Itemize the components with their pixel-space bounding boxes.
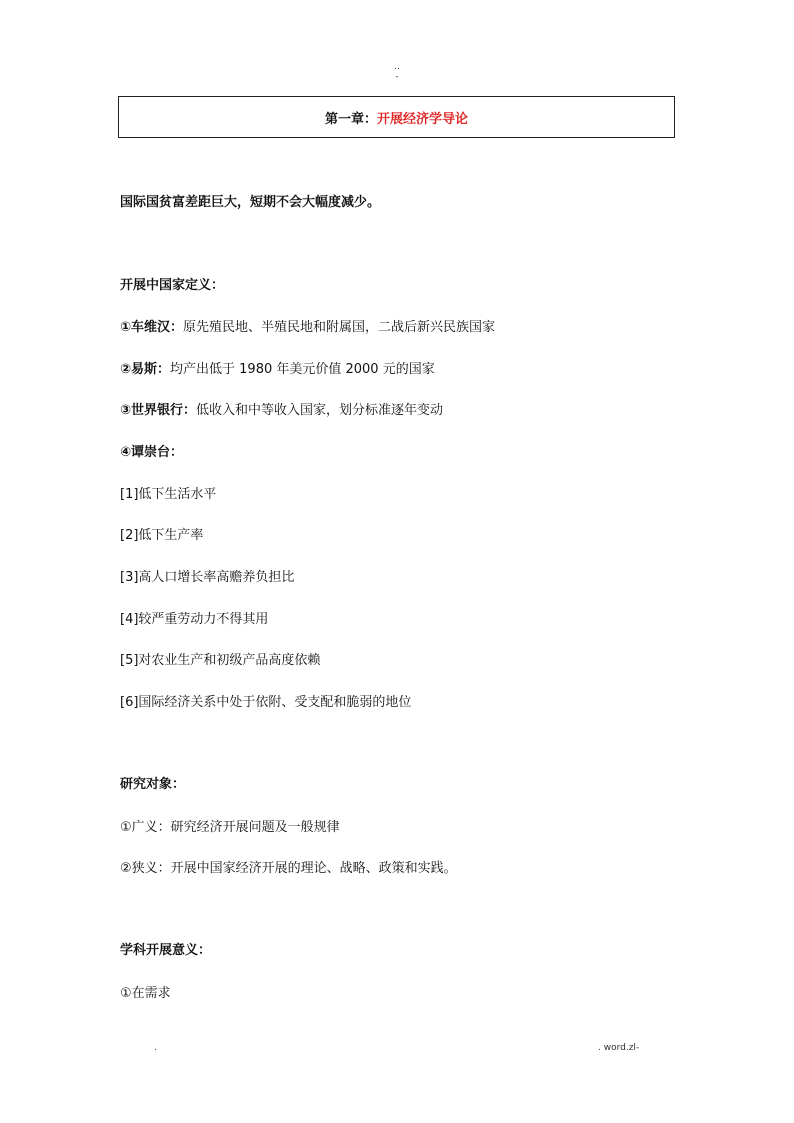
list-item-6: [6]国际经济关系中处于依附、受支配和脆弱的地位 (120, 695, 412, 710)
footer-right-mark: . word.zl- (598, 1043, 640, 1053)
intro-sentence: 国际国贫富差距巨大，短期不会大幅度减少。 (120, 195, 381, 210)
header-mark-top: .. (394, 62, 400, 72)
definition-1-text: 原先殖民地、半殖民地和附属国，二战后新兴民族国家 (183, 320, 496, 335)
list-item-1: [1]低下生活水平 (120, 487, 217, 502)
definition-2-text: 均产出低于 1980 年美元价值 2000 元的国家 (170, 362, 435, 377)
definition-heading: 开展中国家定义： (120, 278, 225, 293)
significance-item-1: ①在需求 (120, 986, 171, 1001)
chapter-title-box (118, 96, 675, 138)
list-item-4: [4]较严重劳动力不得其用 (120, 612, 269, 627)
list-item-5: [5]对农业生产和初级产品高度依赖 (120, 653, 321, 668)
chapter-title-highlight: 开展经济学导论 (377, 111, 469, 127)
list-item-3: [3]高人口增长率高赡养负担比 (120, 570, 295, 585)
header-mark-bottom: - (395, 72, 399, 82)
list-item-2: [2]低下生产率 (120, 528, 204, 543)
definition-2-source: ②易斯： (120, 362, 171, 377)
footer-left-mark: . (154, 1043, 157, 1053)
research-object-broad: ①广义：研究经济开展问题及一般规律 (120, 820, 340, 835)
definition-1-source: ①车维汉： (120, 320, 184, 335)
research-object-heading: 研究对象： (120, 777, 186, 792)
definition-3-text: 低收入和中等收入国家，划分标准逐年变动 (196, 403, 444, 418)
definition-item-1 (120, 319, 495, 337)
chapter-title-prefix: 第一章： (324, 111, 377, 127)
significance-heading: 学科开展意义： (120, 943, 212, 958)
definition-3-source: ③世界银行： (120, 403, 197, 418)
research-object-narrow: ②狭义：开展中国家经济开展的理论、战略、政策和实践。 (120, 861, 457, 876)
definition-item-4: ④谭崇台： (120, 445, 184, 460)
definition-item-3 (120, 402, 443, 420)
definition-item-2 (120, 361, 435, 379)
